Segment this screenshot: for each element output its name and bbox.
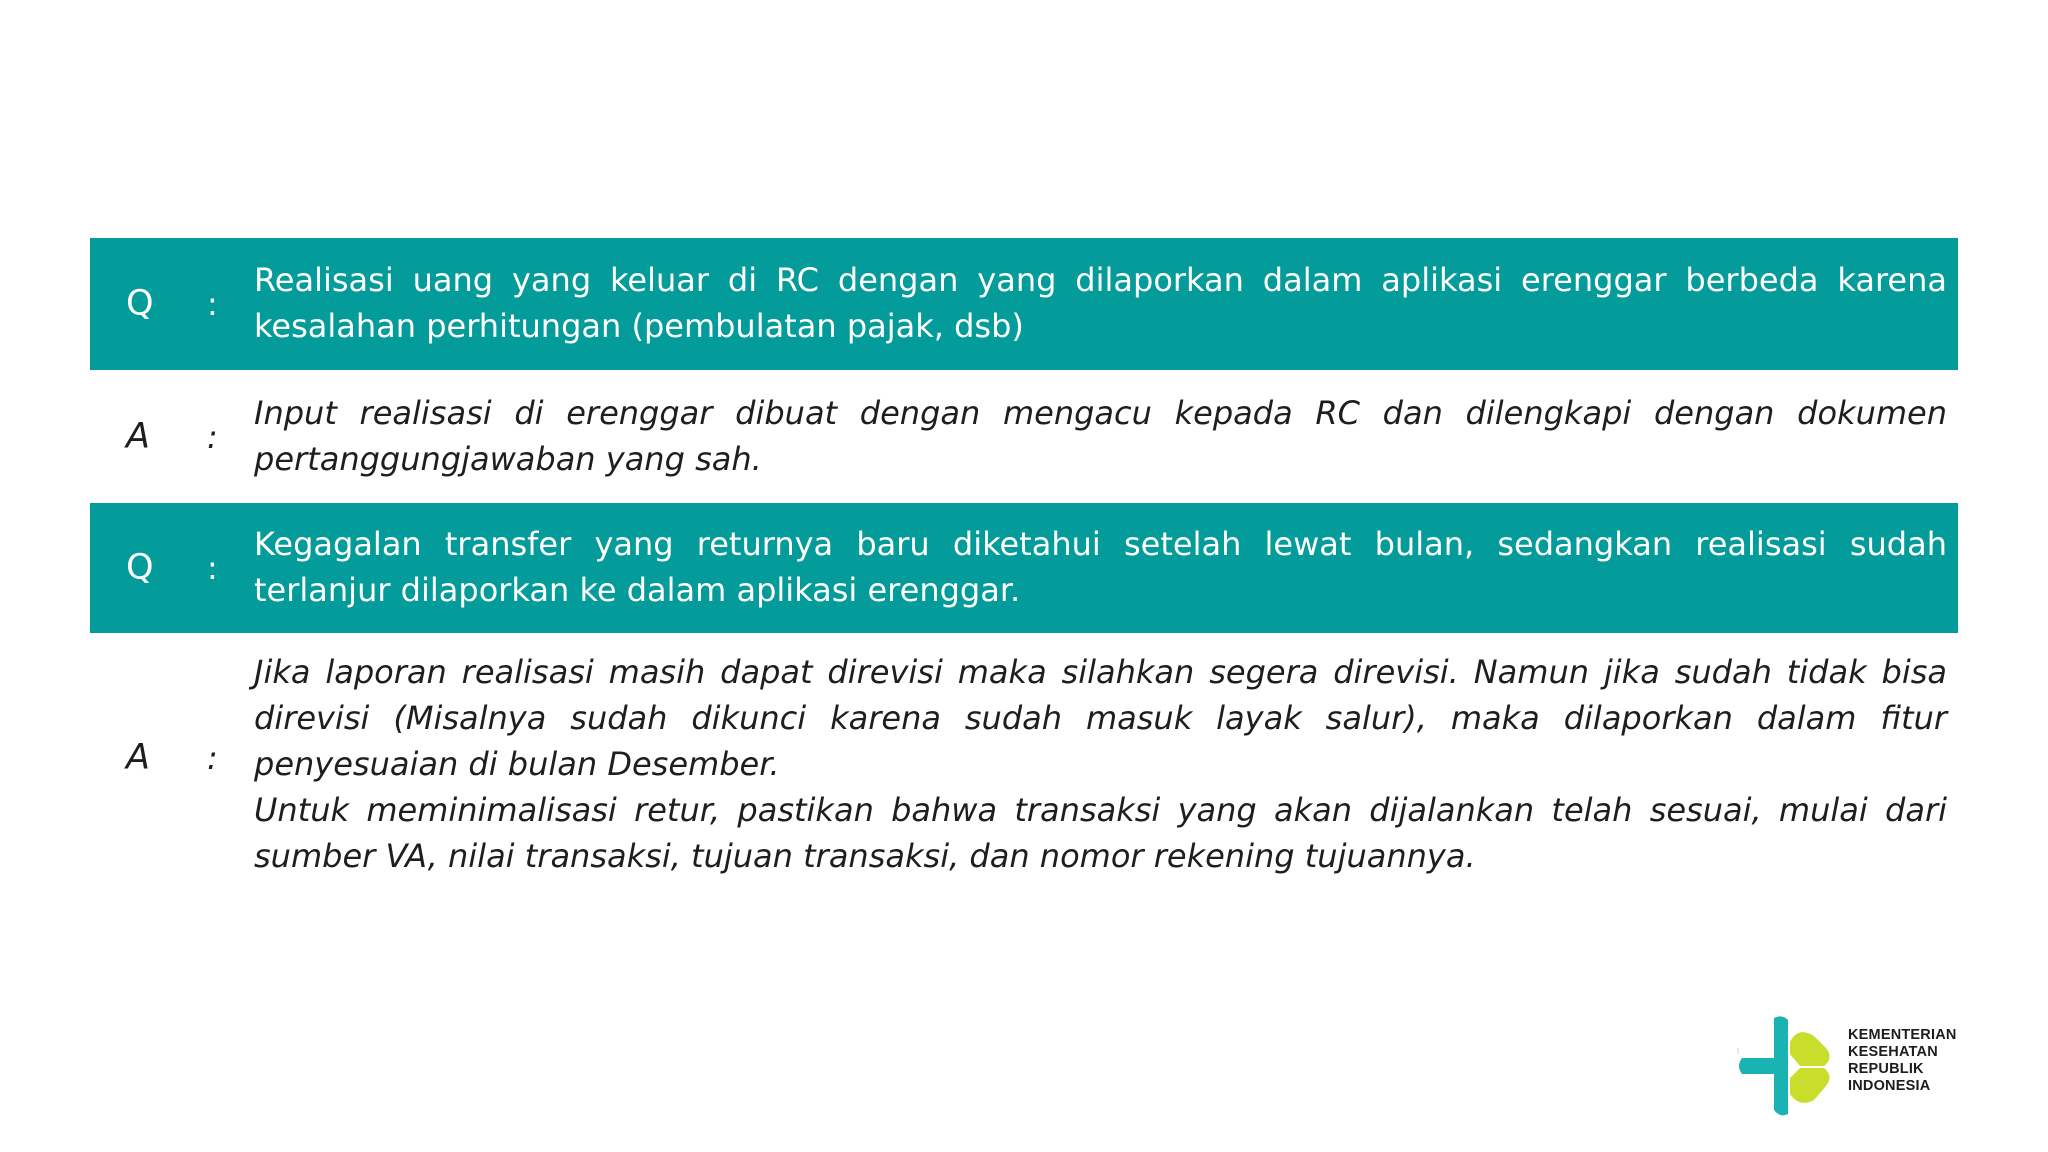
question-text: Realisasi uang yang keluar di RC dengan yang dilaporkan dalam aplikasi erenggar berbeda karena kesalahan perhitungan (pembulatan pajak, dsb) — [254, 261, 1947, 345]
separator-colon: : — [207, 549, 218, 587]
ministry-name: KEMENTERIAN KESEHATAN REPUBLIK INDONESIA — [1848, 1027, 1957, 1094]
question-marker: Q — [126, 547, 154, 588]
separator-colon: : — [207, 417, 218, 456]
question-marker: Q — [126, 283, 154, 324]
answer-marker: A — [126, 416, 150, 456]
answer-marker: A — [126, 737, 150, 778]
separator-colon: : — [207, 285, 218, 323]
question-text: Kegagalan transfer yang returnya baru diketahui setelah lewat bulan, sedangkan realisasi sudah terlanjur dilaporkan ke dalam aplikasi erenggar. — [254, 525, 1947, 609]
kemenkes-emblem-icon — [1736, 1014, 1840, 1122]
answer-paragraph-2: Untuk meminimalisasi retur, pastikan bahwa transaksi yang akan dijalankan telah sesuai, mulai dari sumber VA, nilai transaksi, tujuan transaksi, dan nomor rekening tujuannya. — [254, 791, 1947, 875]
ministry-logo — [1736, 1014, 1966, 1124]
answer-text: Input realisasi di erenggar dibuat dengan mengacu kepada RC dan dilengkapi dengan dokumen pertanggungjawaban yang sah. — [254, 394, 1947, 478]
answer-row-1 — [90, 370, 1958, 503]
question-row-1 — [90, 238, 1958, 370]
qa-table — [90, 238, 1958, 883]
answer-row-2 — [90, 633, 1958, 883]
answer-text — [254, 649, 1947, 879]
answer-paragraph-1: Jika laporan realisasi masih dapat direvisi maka silahkan segera direvisi. Namun jika sudah tidak bisa direvisi (Misalnya sudah dikunci karena sudah masuk layak salur), maka dilaporkan dalam fitur penyesuaian di bulan Desember. — [254, 653, 1947, 783]
question-row-2 — [90, 503, 1958, 633]
separator-colon: : — [207, 739, 218, 777]
